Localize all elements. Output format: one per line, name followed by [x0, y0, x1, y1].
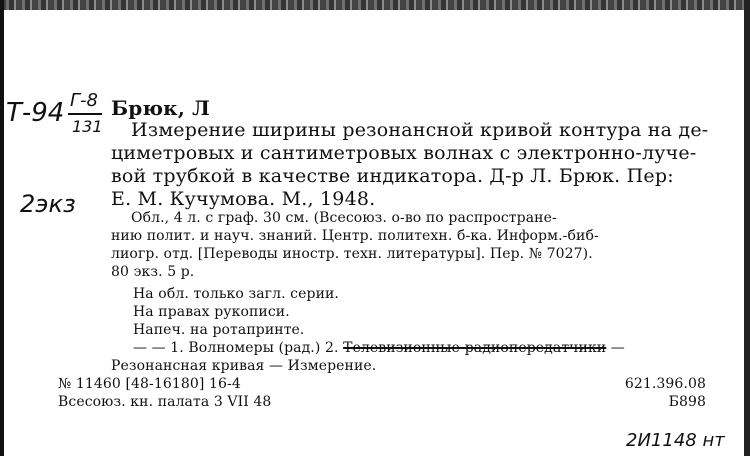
- inventory-note: 2экз: [20, 190, 76, 218]
- author-heading: Брюк, Л: [111, 96, 211, 120]
- subjects-line-1: [133, 341, 625, 355]
- shelf-mark-top: Г-8: [70, 90, 98, 111]
- collation-line-2: нию полит. и науч. знаний. Центр. политехн. б-ка. Информ.-биб-: [111, 228, 599, 244]
- title-line-1: Измерение ширины резонансной кривой контура на де-: [131, 119, 709, 141]
- note-line-3: Напеч. на ротапринте.: [133, 322, 305, 338]
- bottom-handwritten-note: 2И1148 нт: [626, 430, 725, 451]
- subjects-struck-heading: Телевизионные-радиопередатчики: [343, 340, 607, 356]
- card-number: № 11460 [48-16180] 16-4: [58, 376, 241, 392]
- subjects-prefix: — — 1. Волномеры (рад.) 2.: [133, 340, 344, 356]
- shelf-mark-left: Т-94: [6, 98, 65, 128]
- udc-code: 621.396.08: [624, 376, 706, 392]
- note-line-1: На обл. только загл. серии.: [133, 286, 339, 302]
- shelf-mark-bottom: 131: [72, 117, 103, 136]
- card-top-edge: [0, 0, 750, 10]
- card-right-edge: [744, 0, 750, 456]
- collation-line-4: 80 экз. 5 р.: [111, 264, 195, 280]
- subjects-line-2: Резонансная кривая — Измерение.: [111, 358, 377, 374]
- title-line-4: Е. М. Кучумова. М., 1948.: [111, 188, 376, 210]
- note-line-2: На правах рукописи.: [133, 304, 290, 320]
- subjects-suffix: —: [606, 340, 625, 356]
- collation-line-1: Обл., 4 л. с граф. 30 см. (Всесоюз. о-во по распростране-: [131, 210, 557, 226]
- title-line-3: вой трубкой в качестве индикатора. Д-р Л. Брюк. Пер:: [111, 165, 674, 187]
- shelf-mark-divider: [68, 113, 102, 115]
- author-code: Б898: [668, 394, 706, 410]
- title-line-2: циметровых и сантиметровых волнах с электронно-луче-: [111, 142, 697, 164]
- registry-stamp: Всесоюз. кн. палата 3 VII 48: [58, 394, 272, 410]
- card-left-edge: [0, 0, 4, 456]
- collation-line-3: лиогр. отд. [Переводы иностр. техн. литературы]. Пер. № 7027).: [111, 246, 593, 262]
